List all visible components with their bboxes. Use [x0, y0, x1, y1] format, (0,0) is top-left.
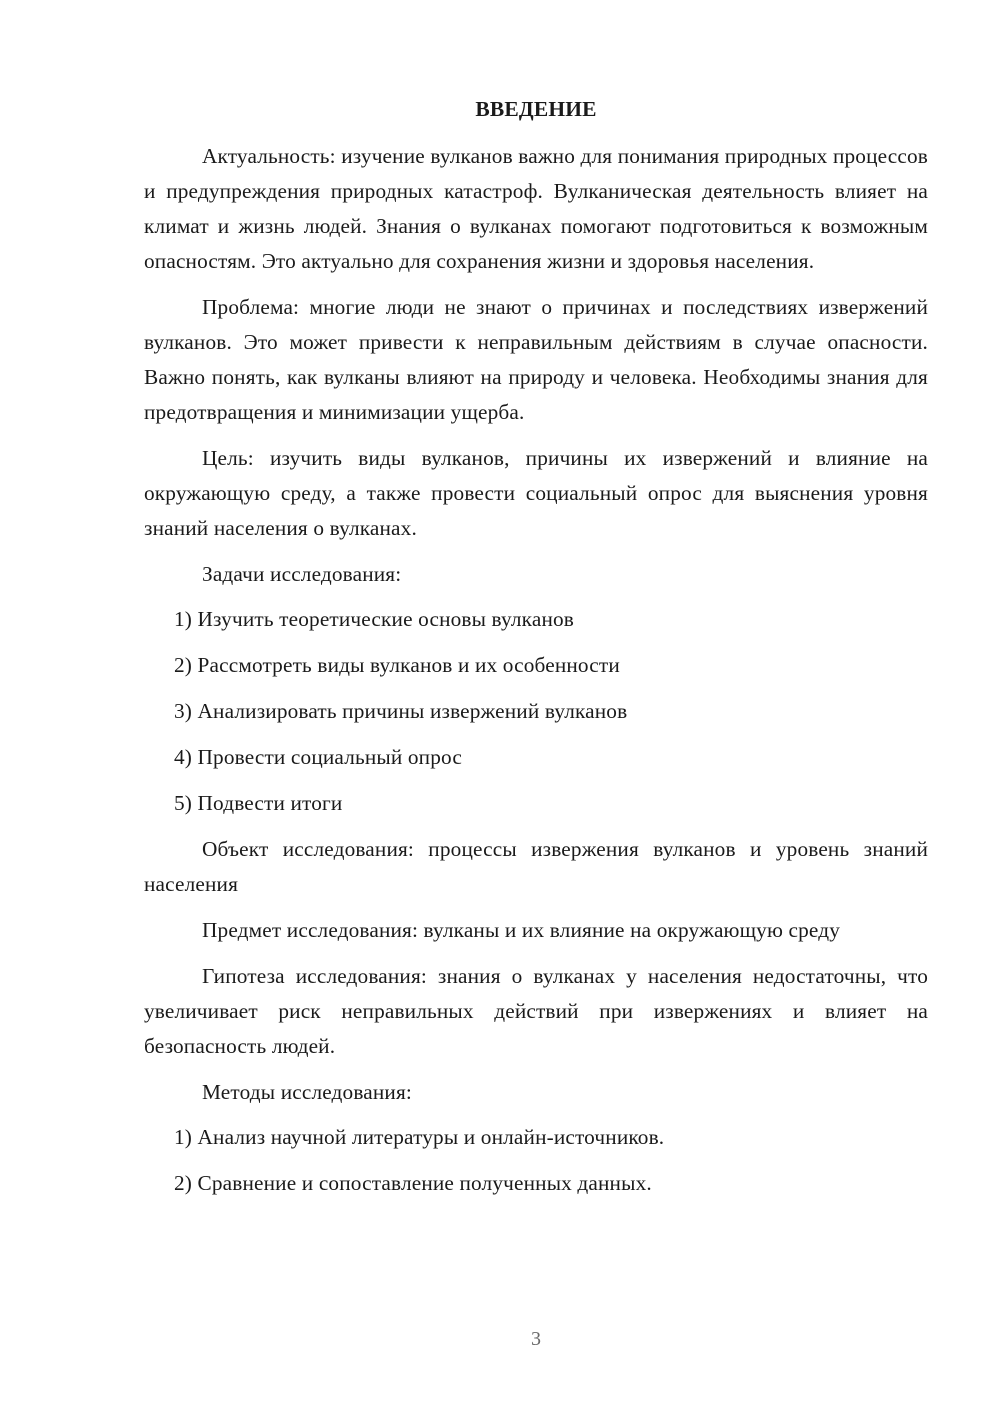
list-item: 2) Рассмотреть виды вулканов и их особенности [174, 653, 620, 677]
object-paragraph: Объект исследования: процессы извержения вулканов и уровень знаний населения [144, 837, 928, 896]
list-item: 1) Анализ научной литературы и онлайн-источников. [174, 1125, 665, 1149]
list-item: 3) Анализировать причины извержений вулканов [174, 699, 628, 723]
page-number: 3 [531, 1328, 541, 1350]
tasks-title: Задачи исследования: [202, 562, 402, 586]
problem-paragraph: Проблема: многие люди не знают о причинах и последствиях извержений вулканов. Это может привести к неправильным действиям в случае опасности. Важно понять, как вулканы влияют на природу и человека. Необходимы знания для предотвращения и минимизации ущерба. [144, 295, 928, 424]
relevance-paragraph: Актуальность: изучение вулканов важно для понимания природных процессов и предупреждения природных катастроф. Вулканическая деятельность влияет на климат и жизнь людей. Знания о вулканах помогают подготовиться к возможным опасностям. Это актуально для сохранения жизни и здоровья населения. [144, 144, 928, 273]
page-title: ВВЕДЕНИЕ [475, 97, 597, 121]
goal-paragraph: Цель: изучить виды вулканов, причины их извержений и влияние на окружающую среду, а также провести социальный опрос для выяснения уровня знаний населения о вулканах. [144, 446, 928, 540]
tasks-list [144, 602, 928, 821]
methods-list [144, 1120, 928, 1201]
list-item: 2) Сравнение и сопоставление полученных данных. [174, 1171, 652, 1195]
hypothesis-paragraph: Гипотеза исследования: знания о вулканах у населения недостаточны, что увеличивает риск неправильных действий при извержениях и влияет на безопасность людей. [144, 964, 928, 1058]
methods-title: Методы исследования: [202, 1080, 412, 1104]
document-page [144, 92, 928, 1212]
list-item: 4) Провести социальный опрос [174, 745, 462, 769]
subject-paragraph: Предмет исследования: вулканы и их влияние на окружающую среду [202, 918, 840, 942]
list-item: 5) Подвести итоги [174, 791, 343, 815]
list-item: 1) Изучить теоретические основы вулканов [174, 607, 575, 631]
